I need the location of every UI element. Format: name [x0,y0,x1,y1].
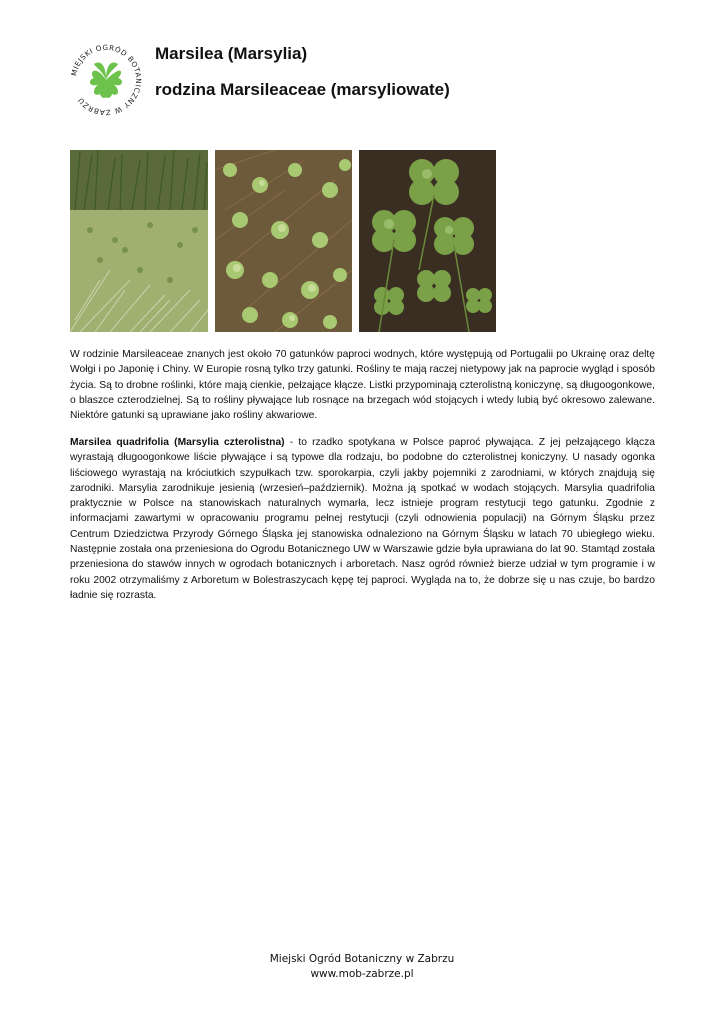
species-description: - to rzadko spotykana w Polsce paproć pływająca. Z jej pełzającego kłącza wyrastają długoogonkowe liście pływające i są typowe dla rodzaju, bo podobne do czterolistnej koniczyny. U nasady ogonka liściowego wyrastają na króciutkich szypułkach tzw. sporokarpia, czyli jakby pojemniki z zarodniami, w których znajdują się zarodniki. Marsylia zarodnikuje jesienią (wrzesień–październik). Można ją spotkać w wodach stojących. Marsylia quadrifolia praktycznie w Polsce na stanowiskach naturalnych wymarła, lecz istnieje program restytucji tego gatunku. Zgodnie z informacjami zawartymi w opracowaniu programu pełnej restytucji (czyli odnowienia populacji) na Górnym Śląsku przez Centrum Dziedzictwa Przyrody Górnego Śląska jej stanowiska odnaleziono na Górnym Śląsku w latach 70 ubiegłego wieku. Następnie została ona przeniesiona do Ogrodu Botanicznego UW w Warszawie gdzie była uprawiana do lat 90. Stamtąd została przeniesiona do stawów innych w ogrodach botanicznych i arboretach. Nasz ogród również bierze udział w tym programie i w roku 2002 otrzymaliśmy z Arboretum w Bolestraszycach kępę tej paproci. Wygląda na to, że dobrze się u nas czuje, bo bardzo ładnie się rozrasta. [70,437,655,601]
intro-paragraph: W rodzinie Marsileaceae znanych jest około 70 gatunków paproci wodnych, które występują od Portugalii po Ukrainę oraz deltę Wołgi i po Japonię i Chiny. W Europie rosną tylko trzy gatunki. Rośliny te mają raczej nietypowy jak na paprocie wygląd i sposób życia. Są to drobne roślinki, które mają cienkie, pełzające kłącze. Listki przypominają czterolistną koniczynę, są długoogonkowe, o blaszce czterodzielnej. Są to rośliny pływające lub rosnące na brzegach wód stojących i wtedy lubią być okresowo zalewane. Niektóre gatunki są uprawiane jako rośliny akwariowe. [70,349,655,422]
footer-website: www.mob-zabrze.pl [310,968,414,980]
pond-with-marsilea-photo [70,150,208,332]
species-name: Marsilea quadrifolia (Marsylia czterolistna) [70,437,285,448]
garden-logo [66,40,146,120]
marsilea-four-leaf-closeup-photo [359,150,496,332]
logo-text: MIEJSKI OGRÓD BOTANICZNY W ZABRZU [69,42,144,118]
clover-icon [90,63,122,98]
species-paragraph [70,435,655,603]
page-subtitle: rodzina Marsileaceae (marsyliowate) [155,80,450,99]
footer-garden-name: Miejski Ogród Botaniczny w Zabrzu [269,953,455,965]
page-title: Marsilea (Marsylia) [155,44,308,63]
marsilea-dense-cover-photo [215,150,352,332]
